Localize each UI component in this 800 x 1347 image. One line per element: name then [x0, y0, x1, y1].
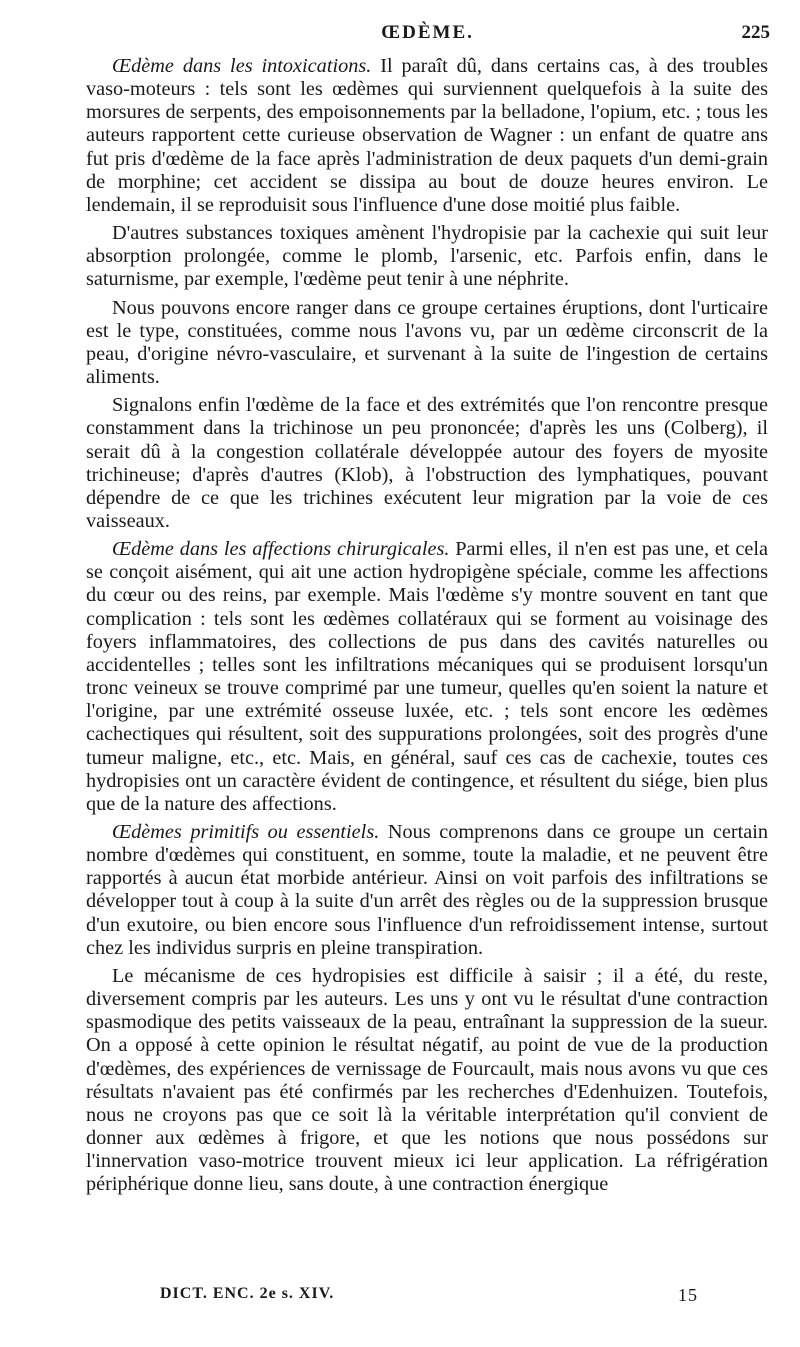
- paragraph: [86, 821, 768, 960]
- page-number: 225: [741, 22, 770, 43]
- paragraph: [86, 965, 768, 1197]
- paragraph-lead-heading: Œdèmes primitifs ou essentiels.: [112, 821, 380, 843]
- running-title: ŒDÈME.: [381, 22, 474, 43]
- paragraph: [86, 394, 768, 533]
- paragraph: [86, 297, 768, 390]
- paragraph-text: Signalons enfin l'œdème de la face et des extrémités que l'on rencontre presque constamment dans la trichinose un peu prononcée; d'après les uns (Colberg), il serait dû à la congestion collatérale développée autour des foyers de myosite trichineuse; d'après d'autres (Klob), à l'obstruction des lymphatiques, pouvant dépendre de ce que les trichines exécutent leur migration par la voie de ces vaisseaux.: [86, 394, 768, 532]
- paragraph-lead-heading: Œdème dans les affections chirurgicales.: [112, 538, 450, 561]
- paragraph-text: Parmi elles, il n'en est pas une, et cela se conçoit aisément, qui ait une action hydropigène spéciale, comme les affections du cœur ou des reins, par exemple. Mais l'œdème s'y montre souvent en tant que complication : tels sont les œdèmes collatéraux qui se forment au voisinage des foyers inflammatoires, des collections de pus dans des cavités naturelles ou accidentelles ; telles sont les infiltrations mécaniques qui se produisent lorsqu'un tronc veineux se trouve comprimé par une tumeur, quelles qu'en soient la nature et l'origine, par une extrémité osseuse luxée, etc. ; tels sont encore les œdèmes cachectiques qui résultent, soit des suppurations prolongées, soit des progrès d'une tumeur maligne, etc., etc. Mais, en général, sauf ces cas de cachexie, toutes ces hydropisies ont un caractère évident de contingence, et résultent du siége, bien plus que de la nature des affections.: [86, 538, 769, 815]
- paragraph-text: Nous pouvons encore ranger dans ce groupe certaines éruptions, dont l'urticaire est le type, constituées, comme nous l'avons vu, par un œdème circonscrit de la peau, d'origine névro-vasculaire, et survenant à la suite de l'ingestion de certains aliments.: [86, 296, 768, 389]
- paragraph: [86, 538, 768, 816]
- paragraph: [86, 222, 768, 291]
- paragraph-text: Il paraît dû, dans certains cas, à des troubles vaso-moteurs : tels sont les œdèmes qui surviennent quelquefois à la suite des morsures de serpents, des empoisonnements par la belladone, l'opium, etc. ; tous les auteurs rapportent cette curieuse observation de Wagner : un enfant de quatre ans fut pris d'œdème de la face après l'administration de deux paquets d'un demi-grain de morphine; cet accident se dissipa au bout de douze heures environ. Le lendemain, il se reproduisit sous l'influence d'une dose moitié plus faible.: [86, 55, 768, 216]
- paragraph: [86, 55, 768, 217]
- page-footer: [160, 1285, 720, 1307]
- paragraph-text: Le mécanisme de ces hydropisies est difficile à saisir ; il a été, du reste, diversement compris par les auteurs. Les uns y ont vu le résultat d'une contraction spasmodique des petits vaisseaux de la peau, entraînant la suppression de la sueur. On a opposé à cette opinion le résultat négatif, au point de vue de la production d'œdèmes, des expériences de vernissage de Fourcault, mais nous avons vu que ces résultats n'avaient pas été confirmés par les recherches d'Edenhuizen. Toutefois, nous ne croyons pas que ce soit là la véritable interprétation qu'il convient de donner aux œdèmes à frigore, et que les notions que nous possédons sur l'innervation vaso-motrice trouvent mieux ici leur application. La réfrigération périphérique donne lieu, sans doute, à une contraction énergique: [86, 964, 768, 1196]
- running-header: [85, 22, 770, 48]
- paragraph-lead-heading: Œdème dans les intoxications.: [112, 55, 372, 77]
- sheet-number: 15: [678, 1285, 698, 1305]
- paragraph-text: D'autres substances toxiques amènent l'hydropisie par la cachexie qui suit leur absorption prolongée, comme le plomb, l'arsenic, etc. Parfois enfin, dans le saturnisme, par exemple, l'œdème peut tenir à une néphrite.: [86, 222, 768, 291]
- body-text: [86, 55, 768, 1202]
- paragraph-text: Nous comprenons dans ce groupe un certain nombre d'œdèmes qui constituent, en somme, toute la maladie, et ne peuvent être rapportés à aucun état morbide antérieur. Ainsi on voit parfois des infiltrations se développer tout à coup à la suite d'un arrêt des règles ou de la suppression brusque d'un exutoire, ou bien encore sous l'influence d'un refroidissement intense, surtout chez les individus surpris en pleine transpiration.: [86, 821, 769, 959]
- printer-signature: DICT. ENC. 2e s. XIV.: [160, 1285, 335, 1302]
